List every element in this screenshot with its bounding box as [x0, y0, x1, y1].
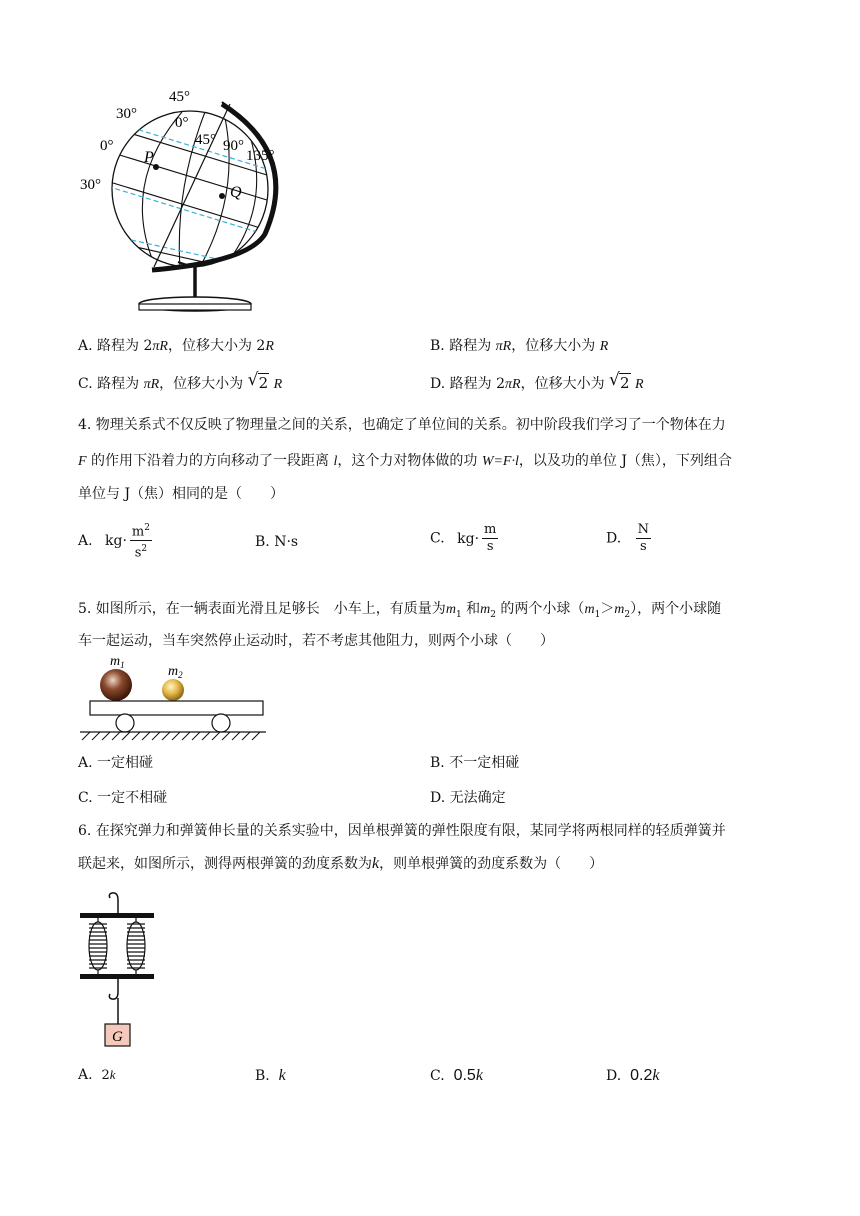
- q5-option-c[interactable]: [78, 787, 167, 807]
- k-symbol: k: [109, 1067, 116, 1082]
- radius-symbol: R: [512, 377, 521, 392]
- q4-option-b[interactable]: [255, 534, 298, 550]
- option-letter: D.: [430, 376, 446, 392]
- fraction: $\frac{m}{s}$: [484, 522, 497, 554]
- option-letter: C.: [78, 790, 93, 806]
- sqrt-symbol: √ 2: [247, 370, 269, 392]
- option-text: 路程为: [449, 338, 496, 354]
- q5-option-b[interactable]: [430, 752, 519, 772]
- option-letter: A.: [78, 338, 93, 354]
- q3-option-d[interactable]: [430, 370, 644, 393]
- q6-option-c[interactable]: [430, 1067, 483, 1085]
- globe-label-0-lon: 0°: [175, 115, 189, 131]
- option-letter: D.: [430, 790, 446, 806]
- weight-label: G: [112, 1029, 123, 1045]
- q4-option-a[interactable]: [78, 520, 152, 562]
- point-p: [153, 164, 159, 170]
- ball-m1: [100, 669, 132, 701]
- q5-line-2: 车一起运动，当车突然停止运动时，若不考虑其他阻力，则两个小球（ ）: [78, 633, 554, 649]
- q6-line-2: 联起来，如图所示，测得两根弹簧的劲度系数为k，则单根弹簧的劲度系数为（ ）: [78, 855, 604, 872]
- k-symbol: k: [475, 1067, 483, 1084]
- pi-symbol: π: [505, 377, 513, 392]
- option-letter: A.: [78, 532, 93, 549]
- pi-symbol: π: [143, 377, 151, 392]
- option-text: 一定不相碰: [97, 790, 168, 806]
- q5-line-1: 5. 如图所示，在一辆表面光滑且足够长 小车上，有质量为$m_1$ 和$m_2$ 的两个小球$(m_1>m_2)$，两个小球随: [78, 601, 722, 620]
- ball-m2: [162, 679, 184, 701]
- q4-option-c[interactable]: [430, 522, 498, 555]
- q3-option-c[interactable]: [78, 370, 283, 393]
- option-letter: D.: [606, 1068, 622, 1084]
- option-text: 一定相碰: [97, 755, 154, 771]
- q4-line-3: 单位与 J（焦）相同的是（ ）: [78, 486, 285, 502]
- unit-text: kg·: [457, 530, 480, 547]
- figure-label-m2: $m_2$: [168, 664, 183, 680]
- globe-label-30-bottom: 30°: [80, 177, 101, 193]
- sqrt-symbol: √ 2: [609, 370, 630, 392]
- globe-label-45-lon: 45°: [195, 132, 216, 148]
- option-letter: C.: [78, 376, 93, 392]
- q5-option-a[interactable]: [78, 752, 153, 772]
- q4-line-2: F 的作用下沿着力的方向移动了一段距离 l，这个力对物体做的功 W=F·l，以及功的单位 J（焦），下列组合: [78, 453, 732, 469]
- cart-body: [90, 701, 263, 715]
- option-letter: C.: [430, 1068, 445, 1084]
- radius-symbol: R: [159, 339, 168, 354]
- fraction: $\frac{N}{s}$: [637, 522, 650, 554]
- option-text: N·s: [274, 534, 299, 550]
- radius-symbol: R: [265, 339, 274, 354]
- q4-option-d[interactable]: [606, 522, 651, 555]
- radius-symbol: R: [273, 377, 283, 392]
- figure-label-m1: $m_1$: [110, 654, 125, 670]
- globe-label-0-lat: 0°: [100, 138, 114, 154]
- q5-option-d[interactable]: [430, 787, 506, 807]
- option-letter: A.: [78, 755, 93, 771]
- option-letter: B.: [430, 755, 445, 771]
- q3-option-a[interactable]: [78, 335, 274, 355]
- globe-label-90-lon: 90°: [223, 138, 244, 154]
- option-text: ，位移大小为 2: [167, 338, 266, 354]
- option-text: 路程为 2: [97, 338, 153, 354]
- option-letter: B.: [255, 534, 270, 550]
- fraction: $\frac{m^2}{s^2}$: [130, 520, 152, 562]
- option-text: 不一定相碰: [449, 755, 520, 771]
- globe-label-30-top: 30°: [116, 106, 137, 122]
- globe-label-q: Q: [230, 184, 242, 201]
- radius-symbol: R: [502, 339, 512, 354]
- wheel-left: [116, 714, 134, 732]
- radius-symbol: R: [635, 377, 644, 392]
- q6-line-1: 6. 在探究弹力和弹簧伸长量的关系实验中，因单根弹簧的弹性限度有限，某同学将两根同样的轻质弹簧并: [78, 823, 726, 839]
- globe-label-135-lon: 135°: [246, 148, 275, 164]
- point-q: [219, 193, 225, 199]
- globe-figure: [70, 84, 300, 318]
- option-text: 2: [101, 1068, 110, 1083]
- spring-figure: [78, 888, 158, 1050]
- q6-option-b[interactable]: [255, 1067, 286, 1085]
- option-text: 无法确定: [449, 790, 506, 806]
- radius-symbol: R: [150, 377, 160, 392]
- option-text: ，位移大小为: [511, 338, 600, 354]
- q6-option-d[interactable]: [606, 1067, 659, 1085]
- wheel-right: [212, 714, 230, 732]
- unit-text: kg·: [105, 532, 127, 549]
- q3-option-b[interactable]: [430, 335, 608, 355]
- option-letter: B.: [255, 1068, 270, 1084]
- globe-label-45-lat: 45°: [169, 89, 190, 105]
- k-symbol: k: [652, 1067, 660, 1084]
- option-text: ，位移大小为: [520, 376, 605, 392]
- pi-symbol: π: [495, 339, 503, 354]
- option-text: 0.2: [630, 1067, 653, 1084]
- option-text: 路程为: [97, 376, 144, 392]
- q6-option-a[interactable]: [78, 1067, 116, 1083]
- pi-symbol: π: [152, 339, 160, 354]
- option-letter: D.: [606, 530, 622, 547]
- q4-line-1: 4. 物理关系式不仅反映了物理量之间的关系，也确定了单位间的关系。初中阶段我们学习了一个物体在力: [78, 417, 726, 433]
- k-symbol: k: [278, 1067, 286, 1084]
- cart-figure: [78, 650, 268, 744]
- option-text: ，位移大小为: [159, 376, 244, 392]
- radius-symbol: R: [599, 339, 609, 354]
- option-letter: A.: [78, 1067, 93, 1083]
- option-letter: C.: [430, 530, 445, 547]
- globe-label-p: P: [144, 149, 154, 166]
- option-letter: B.: [430, 338, 445, 354]
- option-text: 路程为 2: [449, 376, 505, 392]
- option-text: 0.5: [453, 1067, 476, 1084]
